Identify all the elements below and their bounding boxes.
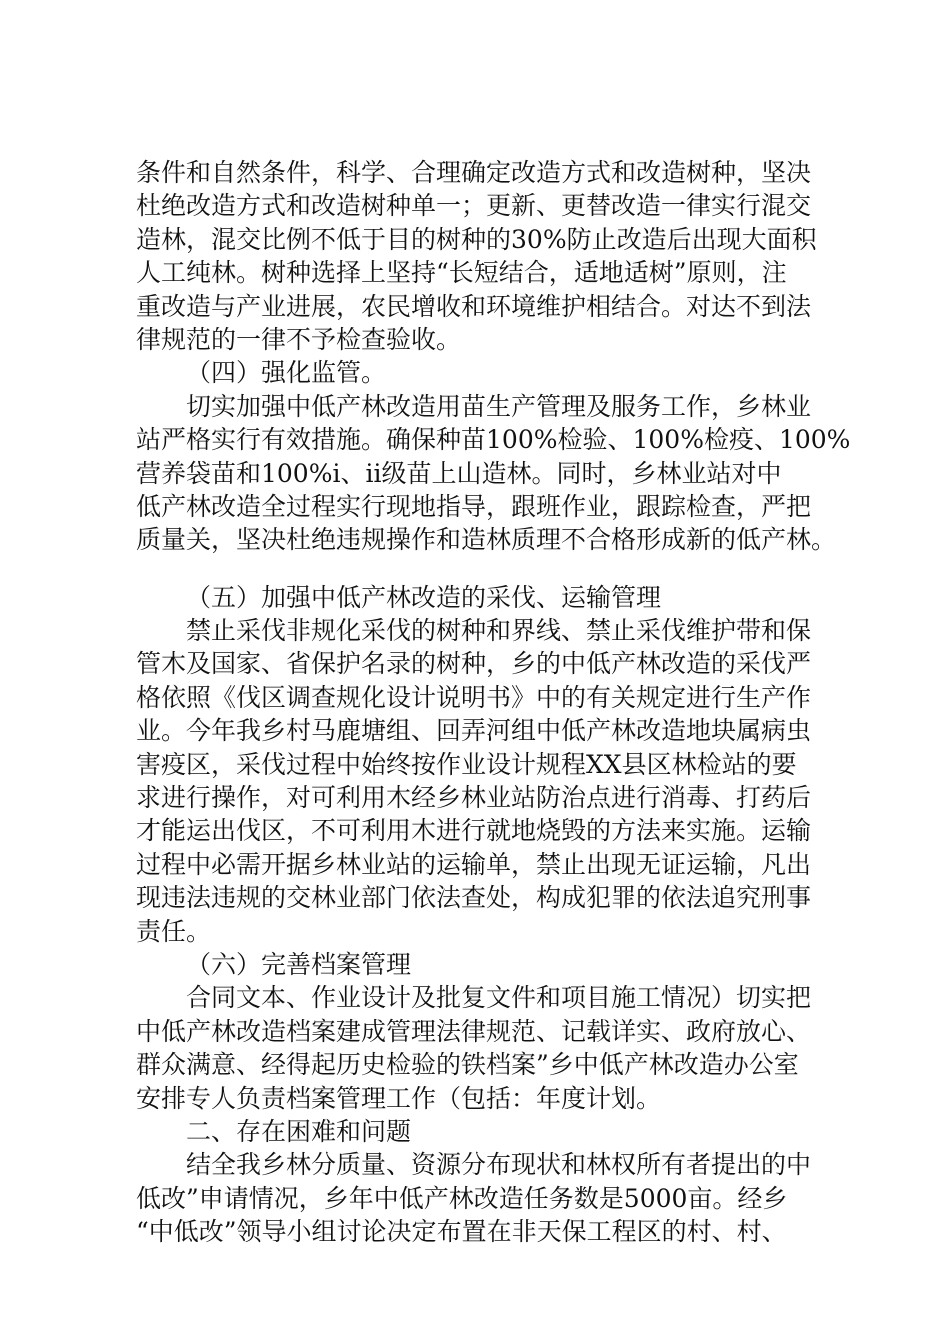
text-line: 中低产林改造档案建成管理法律规范、记载详实、政府放心、 <box>136 1016 812 1046</box>
text-line: 禁止采伐非规化采伐的树种和界线、禁止采伐维护带和保 <box>186 616 812 646</box>
section-heading-6: （六）完善档案管理 <box>186 949 412 979</box>
text-line: 求进行操作，对可利用木经乡林业站防治点进行消毒、打药后 <box>136 783 812 813</box>
text-line: 站严格实行有效措施。确保种苗100%检验、100%检疫、100% <box>136 425 851 455</box>
paragraph-gap <box>136 557 836 581</box>
text-line: 重改造与产业进展，农民增收和环境维护相结合。对达不到法 <box>136 291 812 321</box>
text-line: 条件和自然条件，科学、合理确定改造方式和改造树种，坚决 <box>136 158 812 187</box>
text-line: 过程中必需开据乡林业站的运输单，禁止出现无证运输，凡出 <box>136 849 812 879</box>
text-line: 切实加强中低产林改造用苗生产管理及服务工作，乡林业 <box>186 391 812 421</box>
text-line: 群众满意、经得起历史检验的铁档案”乡中低产林改造办公室 <box>136 1050 799 1080</box>
text-line: 人工纯林。树种选择上坚持“长短结合，适地适树”原则，注 <box>136 258 787 288</box>
document-body <box>136 156 851 1249</box>
text-line: 造林，混交比例不低于目的树种的30%防止改造后出现大面积 <box>136 224 817 254</box>
text-line: 杜绝改造方式和改造树种单一；更新、更替改造一律实行混交 <box>136 191 812 221</box>
text-line: 律规范的一律不予检查验收。 <box>136 324 462 354</box>
text-line: 营养袋苗和100%ⅰ、ⅱ级苗上山造林。同时，乡林业站对中 <box>136 458 782 488</box>
text-line: “中低改”领导小组讨论决定布置在非天保工程区的村、村、 <box>136 1217 787 1247</box>
text-line: 低改”申请情况，乡年中低产林改造任务数是5000亩。经乡 <box>136 1183 788 1213</box>
text-line: 格依照《伐区调查规化设计说明书》中的有关规定进行生产作 <box>136 682 812 712</box>
text-line: 质量关，坚决杜绝违规操作和造林质理不合格形成新的低产林。 <box>136 525 837 555</box>
text-line: 责任。 <box>136 916 212 946</box>
section-heading-4: （四）强化监管。 <box>186 358 387 388</box>
text-line: 低产林改造全过程实行现地指导，跟班作业，跟踪检查，严把 <box>136 491 812 521</box>
text-line: 结全我乡林分质量、资源分布现状和林权所有者提出的中 <box>186 1150 812 1180</box>
section-heading-5: （五）加强中低产林改造的采伐、运输管理 <box>186 582 662 612</box>
text-line: 业。今年我乡村马鹿塘组、回弄河组中低产林改造地块属病虫 <box>136 716 812 746</box>
text-line: 害疫区，采伐过程中始终按作业设计规程XX县区林检站的要 <box>136 749 797 779</box>
text-line: 才能运出伐区，不可利用木进行就地烧毁的方法来实施。运输 <box>136 816 812 846</box>
text-line: 管木及国家、省保护名录的树种，乡的中低产林改造的采伐严 <box>136 649 812 679</box>
text-line: 合同文本、作业设计及批复文件和项目施工情况）切实把 <box>186 983 812 1013</box>
text-line: 现违法违规的交林业部门依法查处，构成犯罪的依法追究刑事 <box>136 883 812 913</box>
text-line: 安排专人负责档案管理工作（包括：年度计划。 <box>136 1083 662 1113</box>
section-heading-2: 二、存在困难和问题 <box>186 1116 412 1146</box>
